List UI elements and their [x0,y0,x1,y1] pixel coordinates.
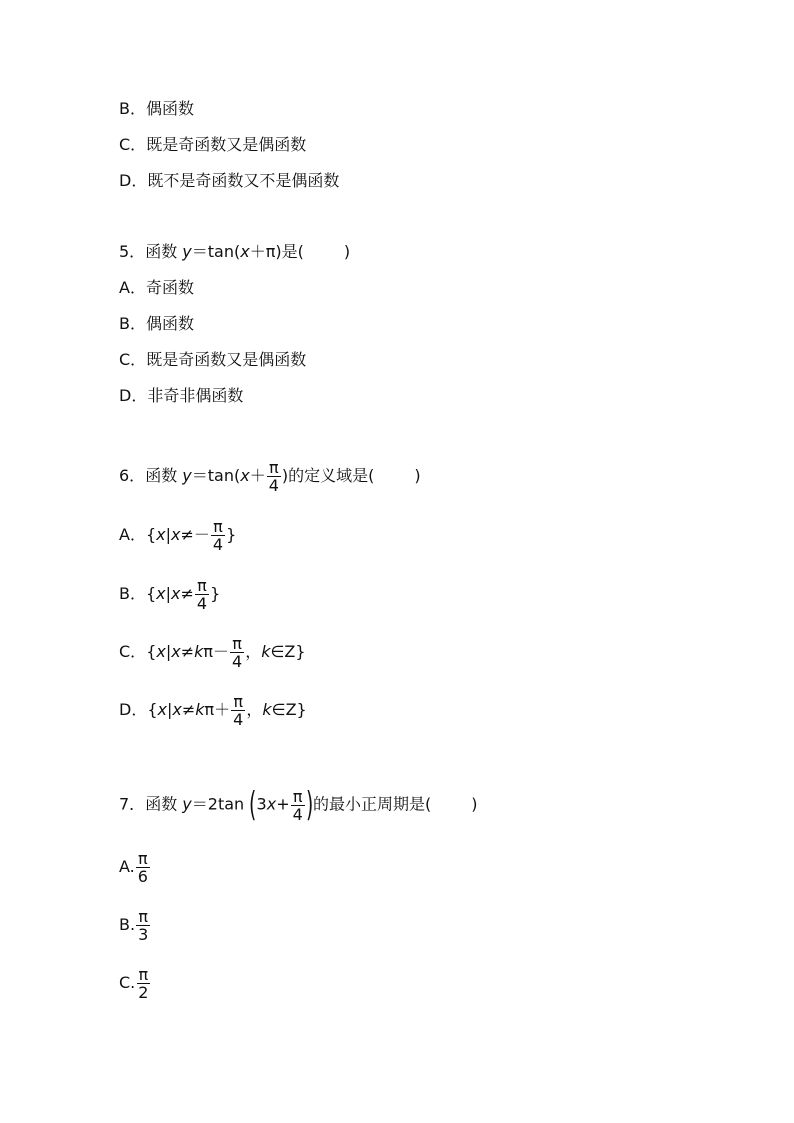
stem-text: ＝2tan [191,794,245,814]
q5-option-c [119,350,306,370]
operator: ≠ [181,700,196,719]
option-label: A． [119,525,146,544]
fraction [291,788,305,823]
option-text: 既不是奇函数又不是偶函数 [147,171,340,190]
big-paren-open: ( [249,785,257,825]
stem-text: ) [414,466,421,485]
fraction-denominator: 4 [232,652,243,671]
fraction-denominator: 4 [268,476,279,495]
option-label: C. [119,973,136,992]
var-x: x [156,584,166,603]
q4-option-d [119,171,339,191]
stem-text: ) [471,794,478,814]
option-text: 奇函数 [145,278,194,297]
fraction [136,966,150,1001]
var-k: k [262,700,272,719]
fraction-numerator: π [233,692,244,711]
fraction-denominator: 6 [137,867,148,886]
q5-option-d [119,386,243,406]
q7-stem [119,786,478,824]
q7-option-b [119,908,151,943]
q6-option-b [119,577,220,612]
q5-option-b [119,314,194,334]
question-number: 6． [119,466,146,485]
option-label: D． [119,171,148,190]
option-text: 既是奇函数又是偶函数 [146,135,307,154]
option-text: 非奇非偶函数 [147,386,244,405]
brace: { [147,700,158,719]
var-x: x [266,794,277,814]
fraction [231,693,245,728]
var-x: x [156,525,166,544]
operator: ≠ [180,584,194,603]
var-k: k [261,642,271,661]
var-k: k [194,642,204,661]
option-label: D． [119,386,148,405]
operator: π＋ [204,700,231,719]
option-label: C． [119,135,147,154]
brace: { [145,584,157,603]
fraction-denominator: 4 [233,710,244,729]
q6-option-c [119,635,306,670]
var-y: y [182,794,192,814]
set-membership: ∈Z} [270,642,306,661]
fraction-numerator: π [138,907,148,926]
q6-stem [119,459,421,494]
q5-stem [119,242,350,262]
option-text: 既是奇函数又是偶函数 [146,350,307,369]
fraction-numerator: π [138,849,148,868]
var-x: x [240,242,250,261]
q7-option-c [119,966,151,1001]
fraction-denominator: 3 [138,925,149,944]
option-label: B. [119,915,136,934]
fraction-numerator: π [138,965,149,984]
fraction [136,908,150,943]
operator: π－ [203,642,230,661]
var-x: x [172,700,182,719]
q5-option-a [119,278,194,298]
brace: } [226,525,237,544]
var-y: y [182,242,192,261]
comma: ， [246,700,263,719]
stem-text: ＋π)是( [249,242,304,261]
var-x: x [171,584,181,603]
operator: + [276,794,290,814]
brace: } [210,584,221,603]
option-label: A. [119,857,135,876]
var-y: y [182,466,192,485]
var-k: k [195,700,205,719]
comma: ， [245,642,262,661]
var-x: x [171,525,181,544]
stem-text: ＝tan( [191,466,241,485]
stem-text: 函数 [145,466,178,485]
fraction-denominator: 4 [292,804,303,824]
stem-text: ＝tan( [191,242,241,261]
fraction-numerator: π [268,458,279,477]
fraction [267,459,281,494]
fraction [230,635,244,670]
fraction-numerator: π [232,634,242,653]
question-number: 7． [119,794,146,814]
option-label: B． [119,584,146,603]
coefficient: 3 [256,794,267,814]
q4-option-b [119,99,194,119]
fraction-denominator: 2 [138,983,149,1002]
option-text: 偶函数 [145,314,194,333]
stem-text: 函数 [145,794,178,814]
fraction-denominator: 4 [196,594,208,613]
set-membership: ∈Z} [271,700,307,719]
option-text: 偶函数 [145,99,194,118]
operator: ≠－ [180,525,210,544]
option-label: B． [119,314,146,333]
option-label: A． [119,278,146,297]
fraction-denominator: 4 [212,535,224,554]
fraction [195,577,209,612]
fraction-numerator: π [213,517,223,536]
brace: { [146,642,157,661]
fraction-numerator: π [292,786,303,806]
set-bar: | [165,642,172,661]
operator: ≠ [180,642,195,661]
big-paren-close: ) [305,785,314,825]
var-x: x [240,466,250,485]
stem-text: ＋ [249,466,266,485]
q7-option-a [119,850,151,885]
stem-text: 函数 [145,242,178,261]
brace: { [145,525,157,544]
q6-option-d [119,693,307,728]
stem-text: ) [343,242,351,261]
q4-option-c [119,135,306,155]
option-label: B． [119,99,146,118]
set-bar: | [165,584,172,603]
question-number: 5． [119,242,146,261]
set-bar: | [166,700,173,719]
q6-option-a [119,518,236,553]
var-x: x [156,642,166,661]
fraction-numerator: π [197,576,207,595]
option-label: D． [119,700,148,719]
set-bar: | [165,525,171,544]
stem-text: )的定义域是( [281,466,375,485]
var-x: x [171,642,181,661]
var-x: x [157,700,167,719]
option-label: C． [119,350,147,369]
fraction [136,850,150,885]
stem-text: 的最小正周期是( [313,794,432,814]
option-label: C． [119,642,147,661]
fraction [211,518,225,553]
